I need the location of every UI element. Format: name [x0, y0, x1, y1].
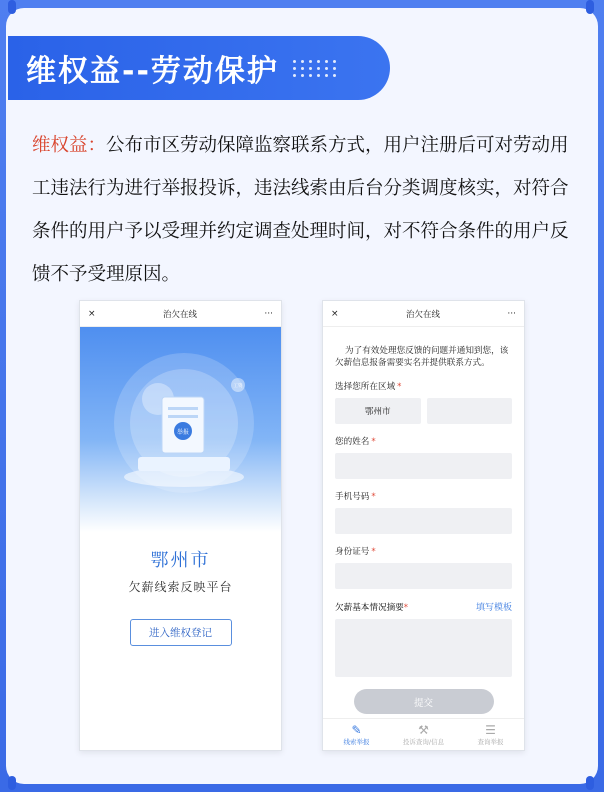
platform-subtitle: 欠薪线索反映平台 — [128, 580, 233, 594]
phone-input[interactable] — [335, 508, 512, 534]
region-label: 选择您所在区域 * — [335, 382, 402, 392]
bottom-tab-bar — [323, 718, 524, 750]
mini-app-title: 治欠在线 — [162, 309, 197, 320]
region-select-district[interactable] — [427, 398, 513, 424]
more-icon[interactable]: ··· — [264, 308, 273, 319]
summary-label-row — [335, 600, 512, 613]
mini-app-header — [80, 301, 281, 327]
tools-icon: ⚒ — [418, 722, 429, 737]
feature-description — [32, 124, 572, 296]
region-select-city[interactable]: 鄂州市 — [335, 398, 421, 424]
tab-label: 线索举报 — [343, 737, 370, 746]
enter-registration-button[interactable]: 进入维权登记 — [130, 619, 232, 646]
binder-pin — [8, 776, 16, 790]
tab-query[interactable] — [457, 719, 524, 750]
section-title: 维权益--劳动保护 — [26, 54, 279, 89]
tab-label: 查询举报 — [477, 737, 504, 746]
summary-label: 欠薪基本情况摘要* — [335, 602, 409, 613]
description-separator: ： — [87, 135, 107, 156]
binder-pin — [586, 0, 594, 14]
mini-app-header — [323, 301, 524, 327]
section-title-banner — [8, 36, 390, 100]
report-illustration-icon — [80, 327, 282, 532]
binder-pin — [586, 776, 594, 790]
region-select-row — [335, 398, 512, 424]
description-keyword: 维权益 — [32, 135, 88, 156]
report-icon: ✎ — [351, 722, 362, 737]
illustration-badge: 举报 — [176, 429, 190, 436]
name-label: 您的姓名 * — [335, 437, 376, 447]
phone-screenshot-home — [79, 300, 282, 751]
description-text: 公布市区劳动保障监察联系方式，用户注册后可对劳动用工违法行为进行举报投诉，违法线索由后台分类调度核实，对符合条件的用户予以受理并约定调查处理时间，对不符合条件的用户反馈不予受理原因。 — [32, 135, 569, 285]
submit-button[interactable]: 提交 — [354, 689, 494, 714]
name-input[interactable] — [335, 453, 512, 479]
id-number-input[interactable] — [335, 563, 512, 589]
tab-report[interactable] — [323, 719, 390, 750]
mini-app-title: 治欠在线 — [405, 309, 440, 320]
report-form — [323, 327, 524, 714]
tab-label: 投诉查询/信息 — [402, 737, 445, 746]
more-icon[interactable]: ··· — [507, 308, 516, 319]
close-icon[interactable]: × — [331, 308, 339, 319]
fill-template-link[interactable]: 填写模板 — [475, 603, 512, 613]
phone-label: 手机号码 * — [335, 492, 376, 502]
phone-screenshot-form — [322, 300, 525, 751]
binder-pin — [8, 0, 16, 14]
form-notice: 为了有效处理您反馈的问题并通知到您，该欠薪信息报备需要实名并提供联系方式。 — [335, 346, 509, 368]
hero-illustration — [80, 327, 281, 532]
city-name: 鄂州市 — [150, 550, 211, 571]
illustration-tag: 工资 — [233, 384, 243, 389]
search-list-icon: ☰ — [485, 722, 496, 737]
tab-complaint[interactable] — [390, 719, 457, 750]
decorative-dots — [293, 60, 337, 77]
summary-textarea[interactable] — [335, 619, 512, 677]
id-label: 身份证号 * — [335, 547, 376, 557]
close-icon[interactable]: × — [88, 308, 96, 319]
